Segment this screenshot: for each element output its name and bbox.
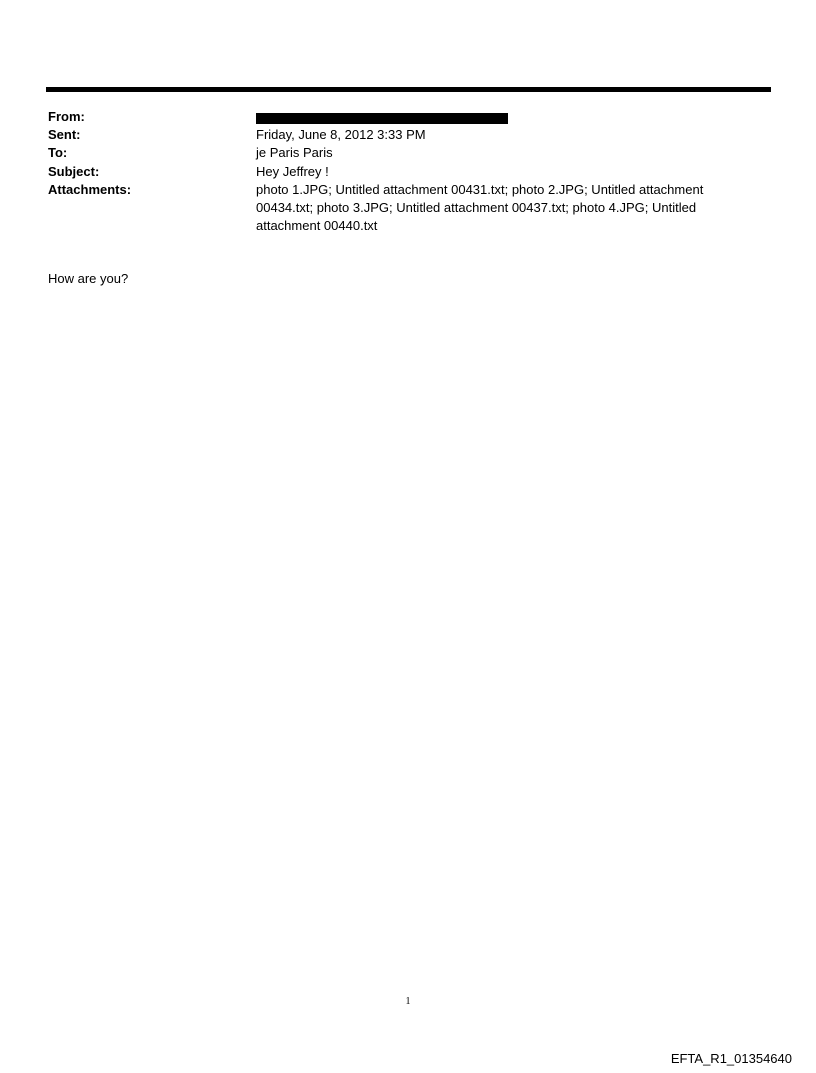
sent-value: Friday, June 8, 2012 3:33 PM — [256, 127, 426, 143]
document-id: EFTA_R1_01354640 — [670, 1051, 792, 1066]
to-row — [48, 144, 748, 162]
sent-label: Sent: — [48, 127, 81, 143]
from-row — [48, 108, 748, 126]
sent-row — [48, 126, 748, 144]
email-body: How are you? — [48, 271, 129, 286]
subject-row — [48, 163, 748, 181]
email-header — [48, 108, 748, 235]
from-label: From: — [48, 109, 85, 124]
subject-value: Hey Jeffrey ! — [256, 163, 329, 179]
redaction-block — [256, 113, 508, 124]
attachments-value: photo 1.JPG; Untitled attachment 00431.txt; photo 2.JPG; Untitled attachment 00434.txt; photo 3.JPG; Untitled attachment 00437.txt; photo 4.JPG; Untitled attachment 00440.txt — [256, 181, 704, 234]
to-value: je Paris Paris — [256, 145, 333, 161]
from-value — [256, 108, 748, 126]
page-number: 1 — [405, 996, 411, 1007]
attachments-label: Attachments: — [48, 181, 132, 197]
to-label: To: — [48, 145, 68, 161]
subject-label: Subject: — [48, 163, 100, 179]
header-rule — [46, 87, 771, 92]
attachments-row — [48, 181, 748, 236]
